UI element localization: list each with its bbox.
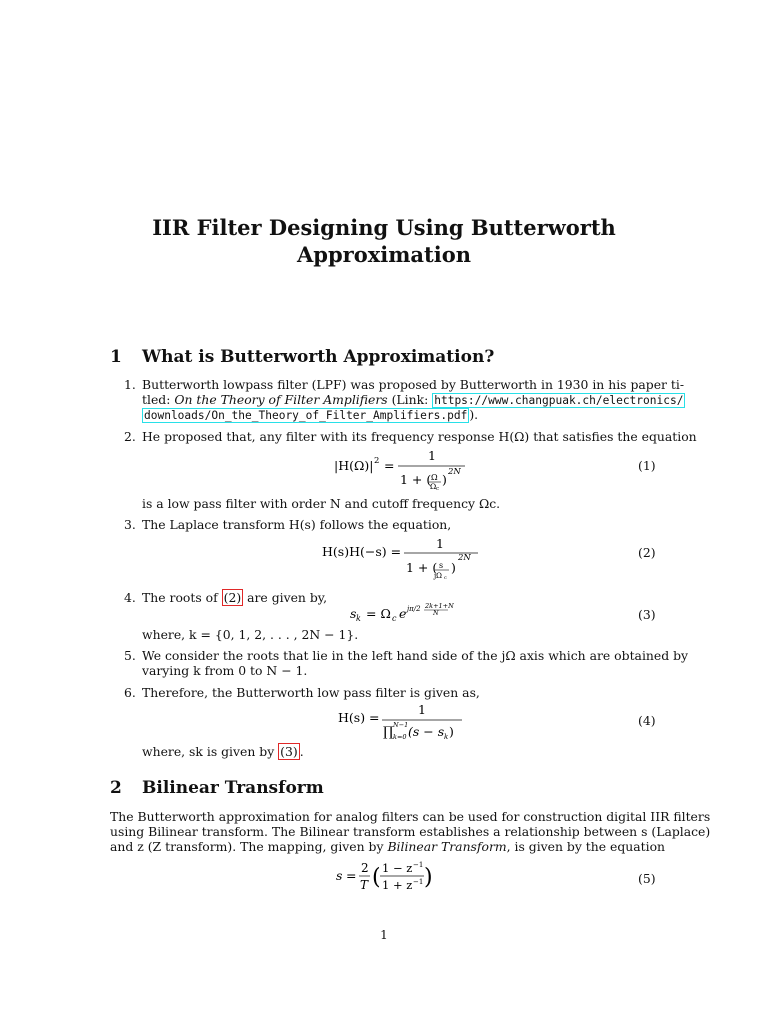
svg-text:jπ/2: jπ/2	[407, 605, 421, 613]
item-6-after-pre: where, sk is given by	[142, 744, 279, 759]
svg-text:s: s	[336, 868, 343, 883]
section-2-para-line3	[110, 839, 665, 854]
svg-text:): )	[449, 724, 454, 739]
section-2-para-line1: The Butterworth approximation for analog filters can be used for construction digital IIR filters	[110, 809, 711, 824]
equation-ref-3[interactable]: (3)	[280, 744, 298, 759]
svg-text:(: (	[372, 865, 381, 890]
svg-text:1 + (: 1 + (	[400, 472, 432, 487]
svg-text:k=0: k=0	[393, 733, 407, 741]
item-1-line2	[142, 392, 685, 408]
svg-text:N−1: N−1	[393, 721, 409, 729]
equation-4	[336, 702, 476, 742]
paper-title-line2: Approximation	[296, 242, 471, 267]
svg-text:H(s) =: H(s) =	[338, 710, 380, 725]
svg-text:): )	[451, 560, 456, 575]
equation-4-number: (4)	[638, 713, 656, 728]
equation-1	[330, 448, 470, 492]
equation-3	[346, 596, 466, 626]
section-2-number: 2	[110, 778, 122, 798]
item-1-line3	[142, 407, 478, 423]
svg-text:): )	[424, 865, 433, 890]
svg-text:k: k	[356, 614, 361, 623]
svg-text:k: k	[444, 733, 449, 741]
svg-text:s: s	[439, 561, 444, 570]
list-marker-1: 1.	[124, 377, 136, 392]
svg-text:∏: ∏	[383, 725, 394, 740]
svg-text:2: 2	[361, 861, 369, 875]
equation-2	[318, 536, 488, 582]
paper-link-part2[interactable]: downloads/On_the_Theory_of_Filter_Amplifiers.pdf	[144, 409, 468, 422]
section-2-title: Bilinear Transform	[142, 778, 324, 798]
bilinear-transform-term: Bilinear Transform	[387, 839, 507, 854]
svg-text:1: 1	[428, 448, 436, 463]
item-1-line3-post: ).	[469, 407, 479, 422]
svg-text:1: 1	[436, 536, 444, 551]
svg-text:1 + (: 1 + (	[406, 560, 438, 575]
svg-text:H(s)H(−s) =: H(s)H(−s) =	[322, 544, 402, 559]
svg-text:N: N	[433, 609, 439, 617]
svg-text:jΩ: jΩ	[434, 572, 442, 580]
item-4-text	[142, 590, 327, 605]
svg-text:−1: −1	[413, 878, 424, 886]
svg-text:=: =	[346, 868, 357, 883]
equation-5-number: (5)	[638, 871, 656, 886]
svg-text:2N: 2N	[458, 553, 471, 563]
svg-text:1 + z: 1 + z	[382, 878, 413, 892]
para-line3-post: , is given by the equation	[506, 839, 666, 854]
svg-text:): )	[442, 472, 447, 487]
item-2-after: is a low pass filter with order N and cutoff frequency Ωc.	[142, 496, 501, 511]
list-marker-2: 2.	[124, 429, 136, 444]
section-2-para-line2: using Bilinear transform. The Bilinear transform establishes a relationship between s (Laplace)	[110, 824, 711, 839]
svg-text:2N: 2N	[448, 467, 461, 477]
item-1-line2-pre: tled:	[142, 392, 175, 407]
equation-ref-2[interactable]: (2)	[223, 590, 242, 605]
section-1-number: 1	[110, 347, 122, 367]
equation-5	[334, 858, 444, 898]
item-2-text: He proposed that, any filter with its frequency response H(Ω) that satisfies the equation	[142, 429, 697, 444]
item-3-text: The Laplace transform H(s) follows the equation,	[142, 517, 452, 532]
svg-text:= Ω: = Ω	[366, 606, 391, 621]
item-5-line1: We consider the roots that lie in the left hand side of the jΩ axis which are obtained by	[142, 648, 689, 663]
svg-text:c: c	[444, 575, 447, 581]
item-4-pre: The roots of	[142, 590, 222, 605]
equation-1-number: (1)	[638, 458, 656, 473]
svg-text:−1: −1	[413, 861, 424, 869]
item-1-line2-mid: (Link:	[387, 392, 433, 407]
svg-text:1 − z: 1 − z	[382, 861, 413, 875]
svg-text:2k+1+N: 2k+1+N	[425, 602, 454, 610]
svg-text:T: T	[360, 878, 369, 892]
svg-text:c: c	[392, 614, 397, 623]
section-1-title: What is Butterworth Approximation?	[142, 347, 495, 367]
item-6-text: Therefore, the Butterworth low pass filter is given as,	[142, 685, 480, 700]
svg-text:c: c	[436, 486, 440, 492]
svg-text:e: e	[399, 606, 407, 621]
svg-text:(s − s: (s − s	[408, 724, 445, 739]
list-marker-5: 5.	[124, 648, 136, 663]
list-marker-6: 6.	[124, 685, 136, 700]
item-4-post: are given by,	[243, 590, 328, 605]
page-number: 1	[380, 928, 388, 942]
svg-text:|H(Ω)|: |H(Ω)|	[334, 458, 374, 473]
svg-text:s: s	[350, 606, 357, 621]
svg-text:Ω: Ω	[430, 482, 437, 491]
svg-text:1: 1	[418, 702, 426, 717]
item-6-after-post: .	[299, 744, 304, 759]
paper-title-citation: On the Theory of Filter Amplifiers	[174, 392, 388, 407]
paper-link-part1[interactable]: https://www.changpuak.ch/electronics/	[434, 394, 684, 407]
equation-3-number: (3)	[638, 607, 656, 622]
para-line3-pre: and z (Z transform). The mapping, given by	[110, 839, 388, 854]
item-6-after	[142, 744, 304, 759]
svg-text:2: 2	[374, 456, 380, 466]
list-marker-3: 3.	[124, 517, 136, 532]
equation-2-number: (2)	[638, 545, 656, 560]
item-5-line2: varying k from 0 to N − 1.	[142, 663, 308, 678]
list-marker-4: 4.	[124, 590, 136, 605]
svg-text:=: =	[384, 458, 395, 473]
item-4-after: where, k = {0, 1, 2, . . . , 2N − 1}.	[142, 627, 359, 642]
paper-title-line1: IIR Filter Designing Using Butterworth	[152, 215, 616, 240]
svg-text:Ω: Ω	[431, 473, 438, 482]
item-1-line1: Butterworth lowpass filter (LPF) was proposed by Butterworth in 1930 in his paper ti-	[142, 377, 685, 392]
